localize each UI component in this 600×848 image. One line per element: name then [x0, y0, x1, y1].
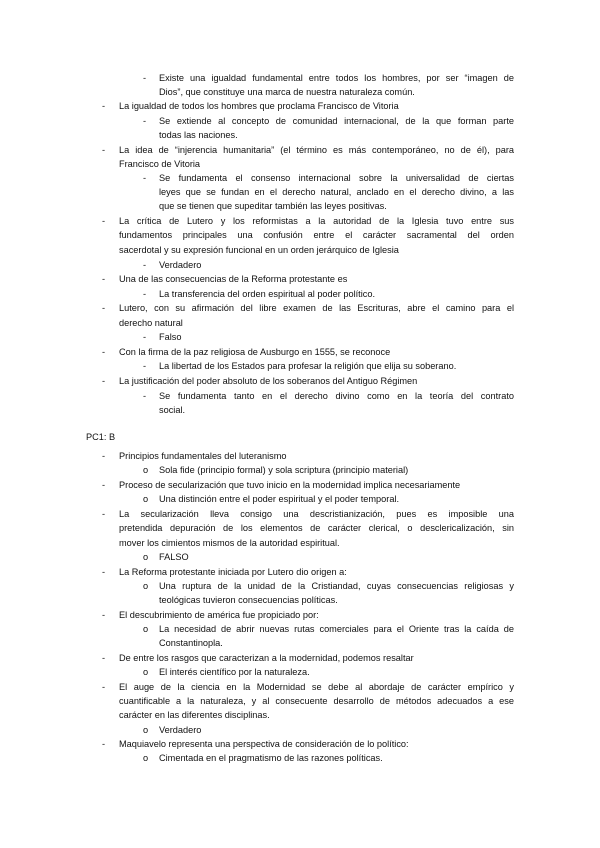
- dash-bullet: -: [102, 376, 106, 386]
- text-line: Cimentada en el pragmatismo de las razones políticas.: [159, 753, 383, 763]
- sub-dash: -: [143, 116, 147, 126]
- answer-text: Falso: [159, 332, 182, 342]
- answer-text: FALSO: [159, 552, 189, 562]
- dash-bullet: -: [102, 653, 106, 663]
- text-line: Una distinción entre el poder espiritual y el poder temporal.: [159, 494, 400, 504]
- sub-dash: -: [143, 73, 147, 83]
- text-line: El interés científico por la naturaleza.: [159, 667, 310, 677]
- dash-bullet: -: [102, 347, 106, 357]
- dash-bullet: -: [102, 274, 106, 284]
- text-line: La igualdad de todos los hombres que proclama Francisco de Vitoria: [119, 101, 399, 111]
- text-line: Francisco de Vitoria: [119, 159, 201, 169]
- dash-bullet: -: [102, 303, 106, 313]
- text-line: La libertad de los Estados para profesar la religión que elija su soberano.: [159, 361, 457, 371]
- dash-bullet: -: [102, 610, 106, 620]
- dash-bullet: -: [102, 739, 106, 749]
- dash-bullet: -: [102, 145, 106, 155]
- text-line: Una ruptura de la unidad de la Cristiandad, cuyas consecuencias religiosas y: [159, 581, 514, 591]
- circle-bullet: o: [143, 552, 149, 562]
- text-line: El descubrimiento de américa fue propiciado por:: [119, 610, 319, 620]
- circle-bullet: o: [143, 725, 149, 735]
- dash-bullet: -: [102, 451, 106, 461]
- circle-bullet: o: [143, 494, 149, 504]
- circle-bullet: o: [143, 624, 149, 634]
- text-line: Dios”, que constituye una marca de nuestra naturaleza común.: [159, 87, 415, 97]
- text-line: pretendida depuración de los elementos de carácter clerical, o desclericalización, sin: [119, 523, 514, 533]
- text-line: sacerdotal y su expresión funcional en un orden jerárquico de Iglesia: [119, 245, 399, 255]
- circle-bullet: o: [143, 581, 149, 591]
- text-line: Existe una igualdad fundamental entre todos los hombres, por ser “imagen de: [159, 73, 514, 83]
- text-line: mover los cimientos mismos de la autoridad espiritual.: [119, 538, 340, 548]
- dash-bullet: -: [102, 567, 106, 577]
- text-line: La crítica de Lutero y los reformistas a la autoridad de la Iglesia tuvo entre sus: [119, 216, 514, 226]
- sub-dash: -: [143, 361, 147, 371]
- text-line: leyes que se fundan en el derecho natural, anclado en el derecho divino, a las: [159, 187, 514, 197]
- text-line: De entre los rasgos que caracterizan a la modernidad, podemos resaltar: [119, 653, 414, 663]
- text-line: Sola fide (principio formal) y sola scriptura (principio material): [159, 465, 409, 475]
- text-line: La transferencia del orden espiritual al poder político.: [159, 289, 376, 299]
- dash-bullet: -: [102, 682, 106, 692]
- text-line: La justificación del poder absoluto de los soberanos del Antiguo Régimen: [119, 376, 418, 386]
- text-line: Principios fundamentales del luteranismo: [119, 451, 287, 461]
- sub-dash: -: [143, 173, 147, 183]
- text-line: La necesidad de abrir nuevas rutas comerciales para el Oriente tras la caída de: [159, 624, 514, 634]
- answer-text: Verdadero: [159, 725, 202, 735]
- dash-bullet: -: [102, 480, 106, 490]
- section-heading: PC1: B: [86, 432, 116, 442]
- text-line: La idea de “injerencia humanitaria” (el término es más contemporáneo, no de él), para: [119, 145, 514, 155]
- circle-bullet: o: [143, 667, 149, 677]
- dash-bullet: -: [102, 216, 106, 226]
- text-line: que se tienen que supeditar también las leyes positivas.: [159, 201, 387, 211]
- text-line: fundamentos principales una confusión entre el carácter sacramental del orden: [119, 230, 514, 240]
- text-line: carácter en las diferentes disciplinas.: [119, 710, 270, 720]
- answer-text: Verdadero: [159, 260, 202, 270]
- text-line: cuantificable a la naturaleza, y al consecuente desarrollo de métodos adecuados a ese: [119, 696, 514, 706]
- text-line: Constantinopla.: [159, 638, 223, 648]
- text-line: La secularización lleva consigo una descristianización, pues es imposible una: [119, 509, 514, 519]
- text-line: social.: [159, 405, 186, 415]
- sub-dash: -: [143, 332, 147, 342]
- text-line: Lutero, con su afirmación del libre examen de las Escrituras, abre el camino para el: [119, 303, 514, 313]
- sub-dash: -: [143, 289, 147, 299]
- circle-bullet: o: [143, 465, 149, 475]
- text-line: Se extiende al concepto de comunidad internacional, de la que forman parte: [159, 116, 514, 126]
- text-line: todas las naciones.: [159, 130, 238, 140]
- text-line: Una de las consecuencias de la Reforma protestante es: [119, 274, 348, 284]
- text-line: Maquiavelo representa una perspectiva de consideración de lo político:: [119, 739, 409, 749]
- text-line: Proceso de secularización que tuvo inicio en la modernidad implica necesariamente: [119, 480, 461, 490]
- text-line: El auge de la ciencia en la Modernidad se debe al abordaje de carácter empírico y: [119, 682, 514, 692]
- text-line: Con la firma de la paz religiosa de Ausburgo en 1555, se reconoce: [119, 347, 391, 357]
- sub-dash: -: [143, 391, 147, 401]
- circle-bullet: o: [143, 753, 149, 763]
- text-line: La Reforma protestante iniciada por Lutero dio origen a:: [119, 567, 347, 577]
- text-line: Se fundamenta el consenso internacional sobre la universalidad de ciertas: [159, 173, 514, 183]
- sub-dash: -: [143, 260, 147, 270]
- text-line: Se fundamenta tanto en el derecho divino como en la teoría del contrato: [159, 391, 514, 401]
- text-line: derecho natural: [119, 318, 183, 328]
- dash-bullet: -: [102, 101, 106, 111]
- text-line: teológicas tuvieron consecuencias políticas.: [159, 595, 338, 605]
- dash-bullet: -: [102, 509, 106, 519]
